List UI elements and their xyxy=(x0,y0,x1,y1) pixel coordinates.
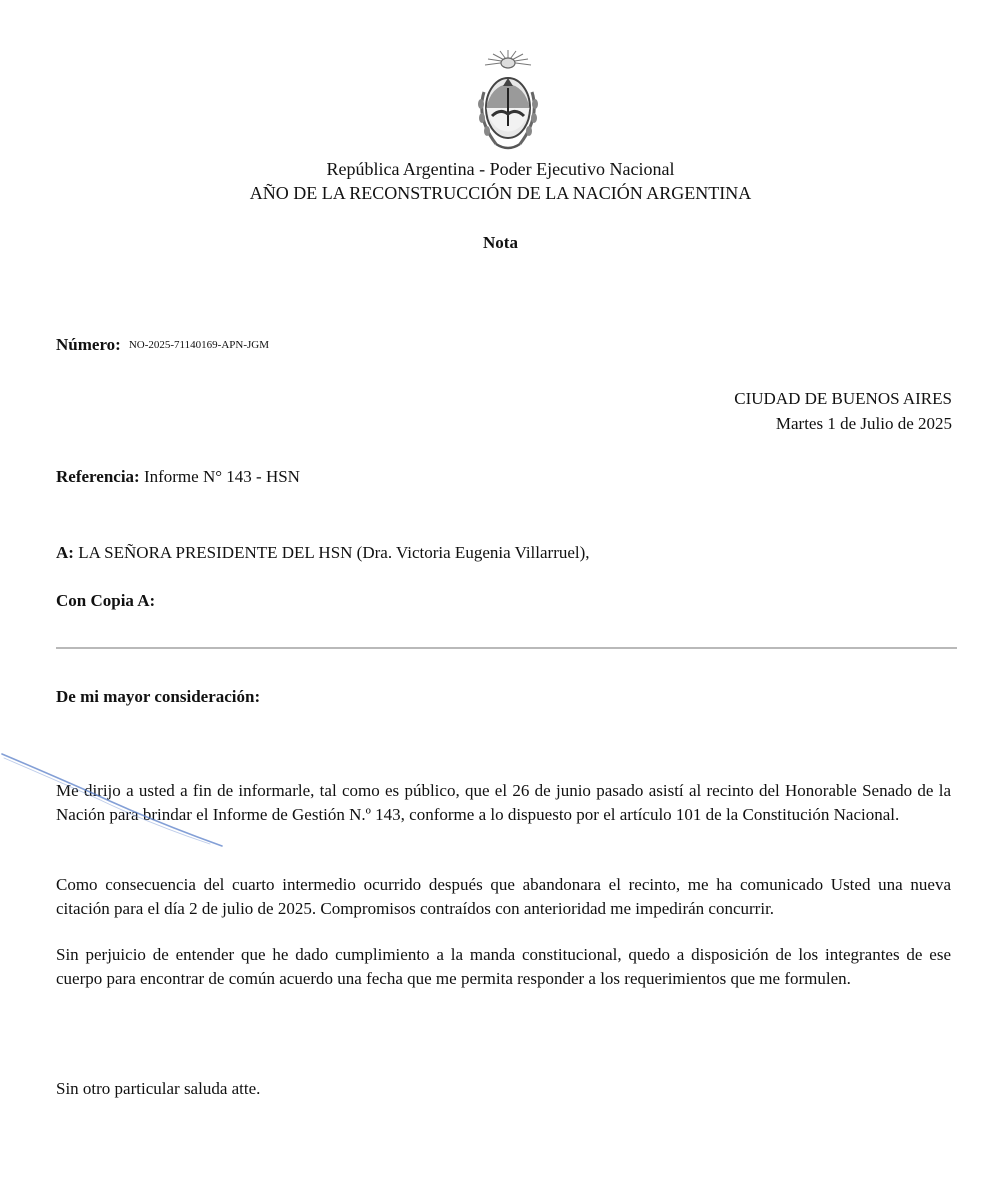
paragraph-2: Como consecuencia del cuarto intermedio ocurrido después que abandonara el recinto, me ha comunicado Usted una nueva citación para el día 2 de julio de 2025. Compromisos contraídos con anterioridad me impedirán concurrir. xyxy=(56,875,951,918)
place-and-date xyxy=(734,386,952,436)
document-number-label: Número: xyxy=(56,335,121,354)
divider xyxy=(56,647,957,649)
paragraph-1: Me dirijo a usted a fin de informarle, tal como es público, que el 26 de junio pasado asistí al recinto del Honorable Senado de la Nación para brindar el Informe de Gestión N.º 143, conforme a lo dispuesto por el artículo 101 de la Constitución Nacional. xyxy=(56,781,951,824)
recipient-value: LA SEÑORA PRESIDENTE DEL HSN (Dra. Victoria Eugenia Villarruel), xyxy=(78,543,590,562)
coat-of-arms-icon xyxy=(470,48,546,158)
document-number-value: NO-2025-71140169-APN-JGM xyxy=(128,339,269,351)
city: CIUDAD DE BUENOS AIRES xyxy=(734,389,952,408)
paragraph-3: Sin perjuicio de entender que he dado cumplimiento a la manda constitucional, quedo a disposición de los integrantes de ese cuerpo para encontrar de común acuerdo una fecha que me permita responder a los requerimientos que me formulen. xyxy=(56,945,951,988)
reference-field xyxy=(56,467,300,487)
reference-label: Referencia: xyxy=(56,467,140,486)
document-title: Nota xyxy=(483,233,518,252)
recipient-label: A: xyxy=(56,543,74,562)
header-year-motto: AÑO DE LA RECONSTRUCCIÓN DE LA NACIÓN ARGENTINA xyxy=(249,183,752,203)
greeting: De mi mayor consideración: xyxy=(56,687,261,706)
closing-line: Sin otro particular saluda atte. xyxy=(56,1079,261,1098)
reference-value: Informe N° 143 - HSN xyxy=(143,467,300,486)
copy-to-field xyxy=(56,591,155,611)
document-number xyxy=(56,335,269,355)
copy-to-label: Con Copia A: xyxy=(56,591,156,610)
date: Martes 1 de Julio de 2025 xyxy=(775,414,952,433)
header-government-line: República Argentina - Poder Ejecutivo Nacional xyxy=(326,159,675,179)
recipient-field xyxy=(56,543,590,563)
